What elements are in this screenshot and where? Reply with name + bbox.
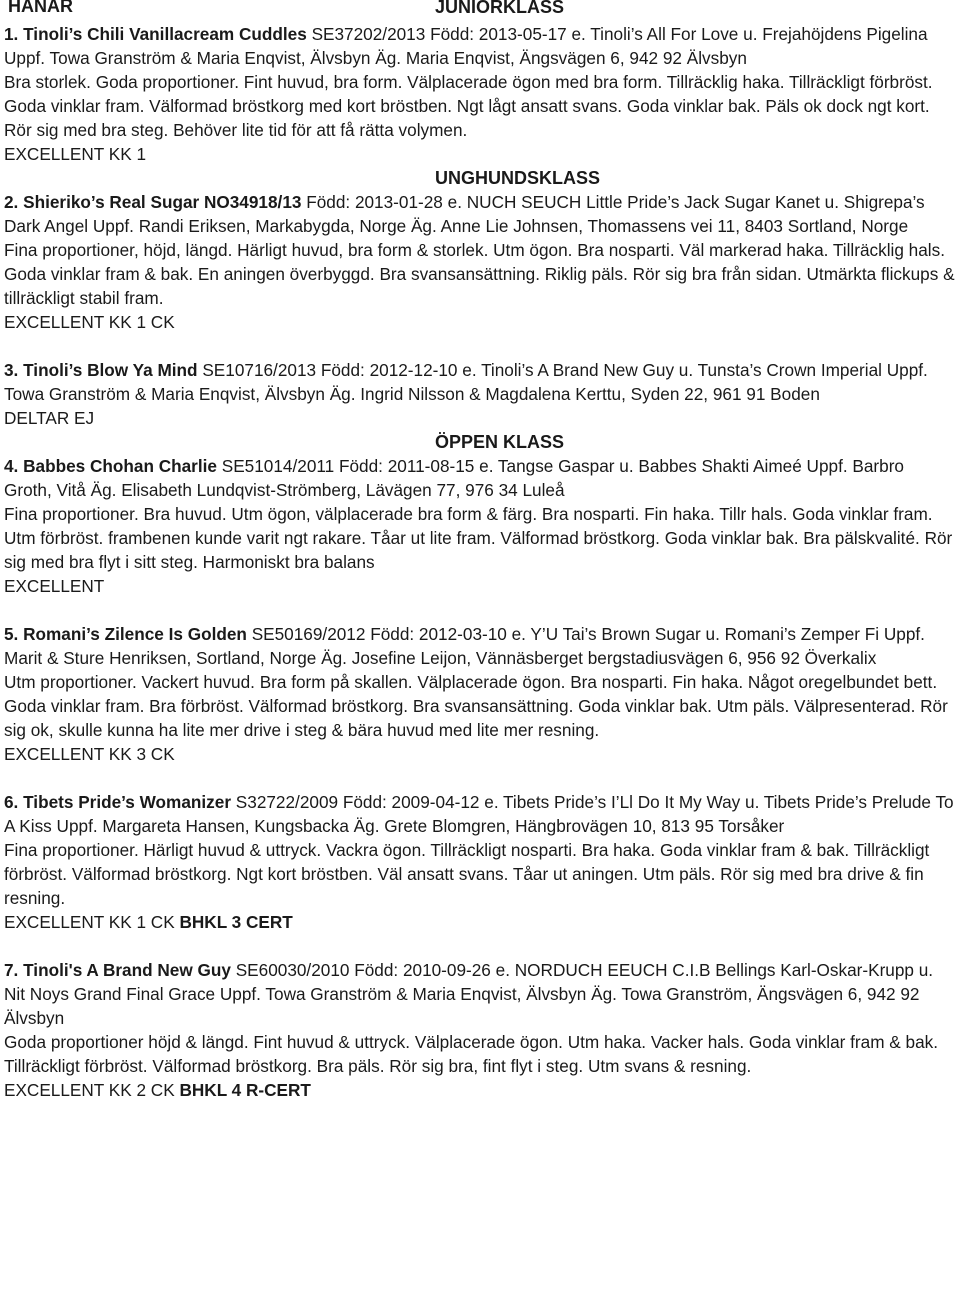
dog-info: SE51014/2011 Född: 2011-08-15 e. Tangse Gaspar u. Babbes Shakti Aimeé Uppf. Barbro Groth, Vitå Äg. Elisabeth Lundqvist-Strömberg, Lävägen 77, 976 34 Luleå bbox=[4, 456, 904, 500]
entry-critique: Fina proportioner, höjd, längd. Härligt huvud, bra form & storlek. Utm ögon. Bra nosparti. Väl markerad haka. Tillräcklig hals. Goda vinklar fram & bak. En aningen överbyggd. Bra svansansättning. Riklig päls. Rör sig bra från sidan. Utmärkta flickups & tillräckligt stabil fram. bbox=[4, 240, 955, 308]
class-heading-unghund: UNGHUNDSKLASS bbox=[435, 168, 601, 188]
dog-name: 4. Babbes Chohan Charlie bbox=[4, 456, 217, 476]
spacer bbox=[4, 766, 956, 790]
entry-7 bbox=[4, 958, 956, 1102]
spacer bbox=[4, 334, 956, 358]
entry-header bbox=[4, 22, 956, 70]
entry-critique: Goda proportioner höjd & längd. Fint huvud & uttryck. Välplacerade ögon. Utm haka. Vacker hals. Goda vinklar fram & bak. Tillräckligt förbröst. Välformad bröstkorg. Bra päls. Rör sig bra, fint flyt i steg. Utm svans & resning. bbox=[4, 1032, 939, 1076]
entry-result bbox=[4, 142, 956, 166]
dog-name: 2. Shieriko’s Real Sugar NO34918/13 bbox=[4, 192, 302, 212]
spacer bbox=[4, 934, 956, 958]
dog-info: SE10716/2013 Född: 2012-12-10 e. Tinoli’s A Brand New Guy u. Tunsta’s Crown Imperial Uppf. Towa Granström & Maria Enqvist, Älvsbyn Äg. Ingrid Nilsson & Magdalena Kerttu, Syden 22, 961 91 Boden bbox=[4, 360, 928, 404]
result-text: EXCELLENT KK 2 CK bbox=[4, 1080, 180, 1100]
page-header bbox=[4, 0, 956, 22]
dog-info: S32722/2009 Född: 2009-04-12 e. Tibets Pride’s I’Ll Do It My Way u. Tibets Pride’s Prelude To A Kiss Uppf. Margareta Hansen, Kungsbacka Äg. Grete Blomgren, Hängbrovägen 10, 813 95 Torsåker bbox=[4, 792, 954, 836]
dog-name: 6. Tibets Pride’s Womanizer bbox=[4, 792, 232, 812]
entry-header bbox=[4, 790, 956, 838]
entry-critique: Fina proportioner. Bra huvud. Utm ögon, välplacerade bra form & färg. Bra nosparti. Fin haka. Tillr hals. Goda vinklar fram. Utm förbröst. frambenen kunde varit ngt rakare. Tåar ut lite fram. Välformad bröstkorg. Goda vinklar bak. Bra pälskvalité. Rör sig med bra flyt i sitt steg. Harmoniskt bra balans bbox=[4, 504, 953, 572]
result-text: EXCELLENT KK 1 CK bbox=[4, 312, 175, 332]
result-award: BHKL 4 R-CERT bbox=[179, 1080, 311, 1100]
entry-critique: Bra storlek. Goda proportioner. Fint huvud, bra form. Välplacerade ögon med bra form. Tillräcklig haka. Tillräckligt förbröst. Goda vinklar fram. Välformad bröstkorg med kort bröstben. Ngt lågt ansatt svans. Goda vinklar bak. Päls ok dock ngt kort. Rör sig med bra steg. Behöver lite tid för att få rätta volymen. bbox=[4, 72, 933, 140]
entry-1 bbox=[4, 22, 956, 166]
entry-critique: Utm proportioner. Vackert huvud. Bra form på skallen. Välplacerade ögon. Bra nosparti. Fin haka. Något oregelbundet bett. Goda vinklar fram. Bra förbröst. Välformad bröstkorg. Bra svansansättning. Goda vinklar bak. Utm päls. Välpresenterad. Rör sig ok, skulle kunna ha lite mer drive i steg & bära huvud med lite mer resning. bbox=[4, 672, 948, 740]
spacer bbox=[4, 598, 956, 622]
result-text: EXCELLENT KK 1 CK bbox=[4, 912, 180, 932]
dog-name: 1. Tinoli’s Chili Vanillacream Cuddles bbox=[4, 24, 307, 44]
class-heading-junior: JUNIORKLASS bbox=[435, 0, 565, 17]
entry-header bbox=[4, 958, 956, 1030]
dog-info: SE60030/2010 Född: 2010-09-26 e. NORDUCH EEUCH C.I.B Bellings Karl-Oskar-Krupp u. Nit Noys Grand Final Grace Uppf. Towa Granström & Maria Enqvist, Älvsbyn Äg. Towa Granström, Ängsvägen 6, 942 92 Älvsbyn bbox=[4, 960, 934, 1028]
class-heading-oppen: ÖPPEN KLASS bbox=[435, 432, 565, 452]
entry-5 bbox=[4, 622, 956, 766]
entry-header bbox=[4, 190, 956, 238]
entry-header bbox=[4, 358, 956, 406]
entry-result bbox=[4, 574, 956, 598]
dog-name: 5. Romani’s Zilence Is Golden bbox=[4, 624, 247, 644]
breed-sex-label: HANAR bbox=[8, 0, 73, 16]
entry-result bbox=[4, 910, 956, 934]
dog-info: SE37202/2013 Född: 2013-05-17 e. Tinoli’s All For Love u. Frejahöjdens Pigelina Uppf. Towa Granström & Maria Enqvist, Älvsbyn Äg. Maria Enqvist, Ängsvägen 6, 942 92 Älvsbyn bbox=[4, 24, 928, 68]
entry-header bbox=[4, 622, 956, 670]
entry-result bbox=[4, 1078, 956, 1102]
dog-name: 7. Tinoli's A Brand New Guy bbox=[4, 960, 231, 980]
dog-info: Född: 2013-01-28 e. NUCH SEUCH Little Pride’s Jack Sugar Kanet u. Shigrepa’s Dark Angel Uppf. Randi Eriksen, Markabygda, Norge Äg. Anne Lie Johnsen, Thomassens vei 11, 8403 Sortland, Norge bbox=[4, 192, 925, 236]
entry-result bbox=[4, 310, 956, 334]
entry-4 bbox=[4, 454, 956, 598]
result-award: BHKL 3 CERT bbox=[179, 912, 293, 932]
dog-name: 3. Tinoli’s Blow Ya Mind bbox=[4, 360, 198, 380]
entry-result bbox=[4, 406, 956, 430]
result-text: EXCELLENT KK 1 bbox=[4, 144, 147, 164]
result-text: EXCELLENT KK 3 CK bbox=[4, 744, 175, 764]
entry-6 bbox=[4, 790, 956, 934]
result-text: DELTAR EJ bbox=[4, 408, 95, 428]
result-text: EXCELLENT bbox=[4, 576, 105, 596]
entry-2 bbox=[4, 190, 956, 334]
entry-3 bbox=[4, 358, 956, 430]
dog-info: SE50169/2012 Född: 2012-03-10 e. Y’U Tai’s Brown Sugar u. Romani’s Zemper Fi Uppf. Marit & Sture Henriksen, Sortland, Norge Äg. Josefine Leijon, Vännäsberget bergstadiusvägen 6, 956 92 Överkalix bbox=[4, 624, 925, 668]
entry-result bbox=[4, 742, 956, 766]
entry-critique: Fina proportioner. Härligt huvud & uttryck. Vackra ögon. Tillräckligt nosparti. Bra haka. Goda vinklar fram & bak. Tillräckligt förbröst. Välformad bröstkorg. Ngt kort bröstben. Väl ansatt svans. Tåar ut aningen. Utm päls. Rör sig med bra drive & fin resning. bbox=[4, 840, 930, 908]
entry-header bbox=[4, 454, 956, 502]
